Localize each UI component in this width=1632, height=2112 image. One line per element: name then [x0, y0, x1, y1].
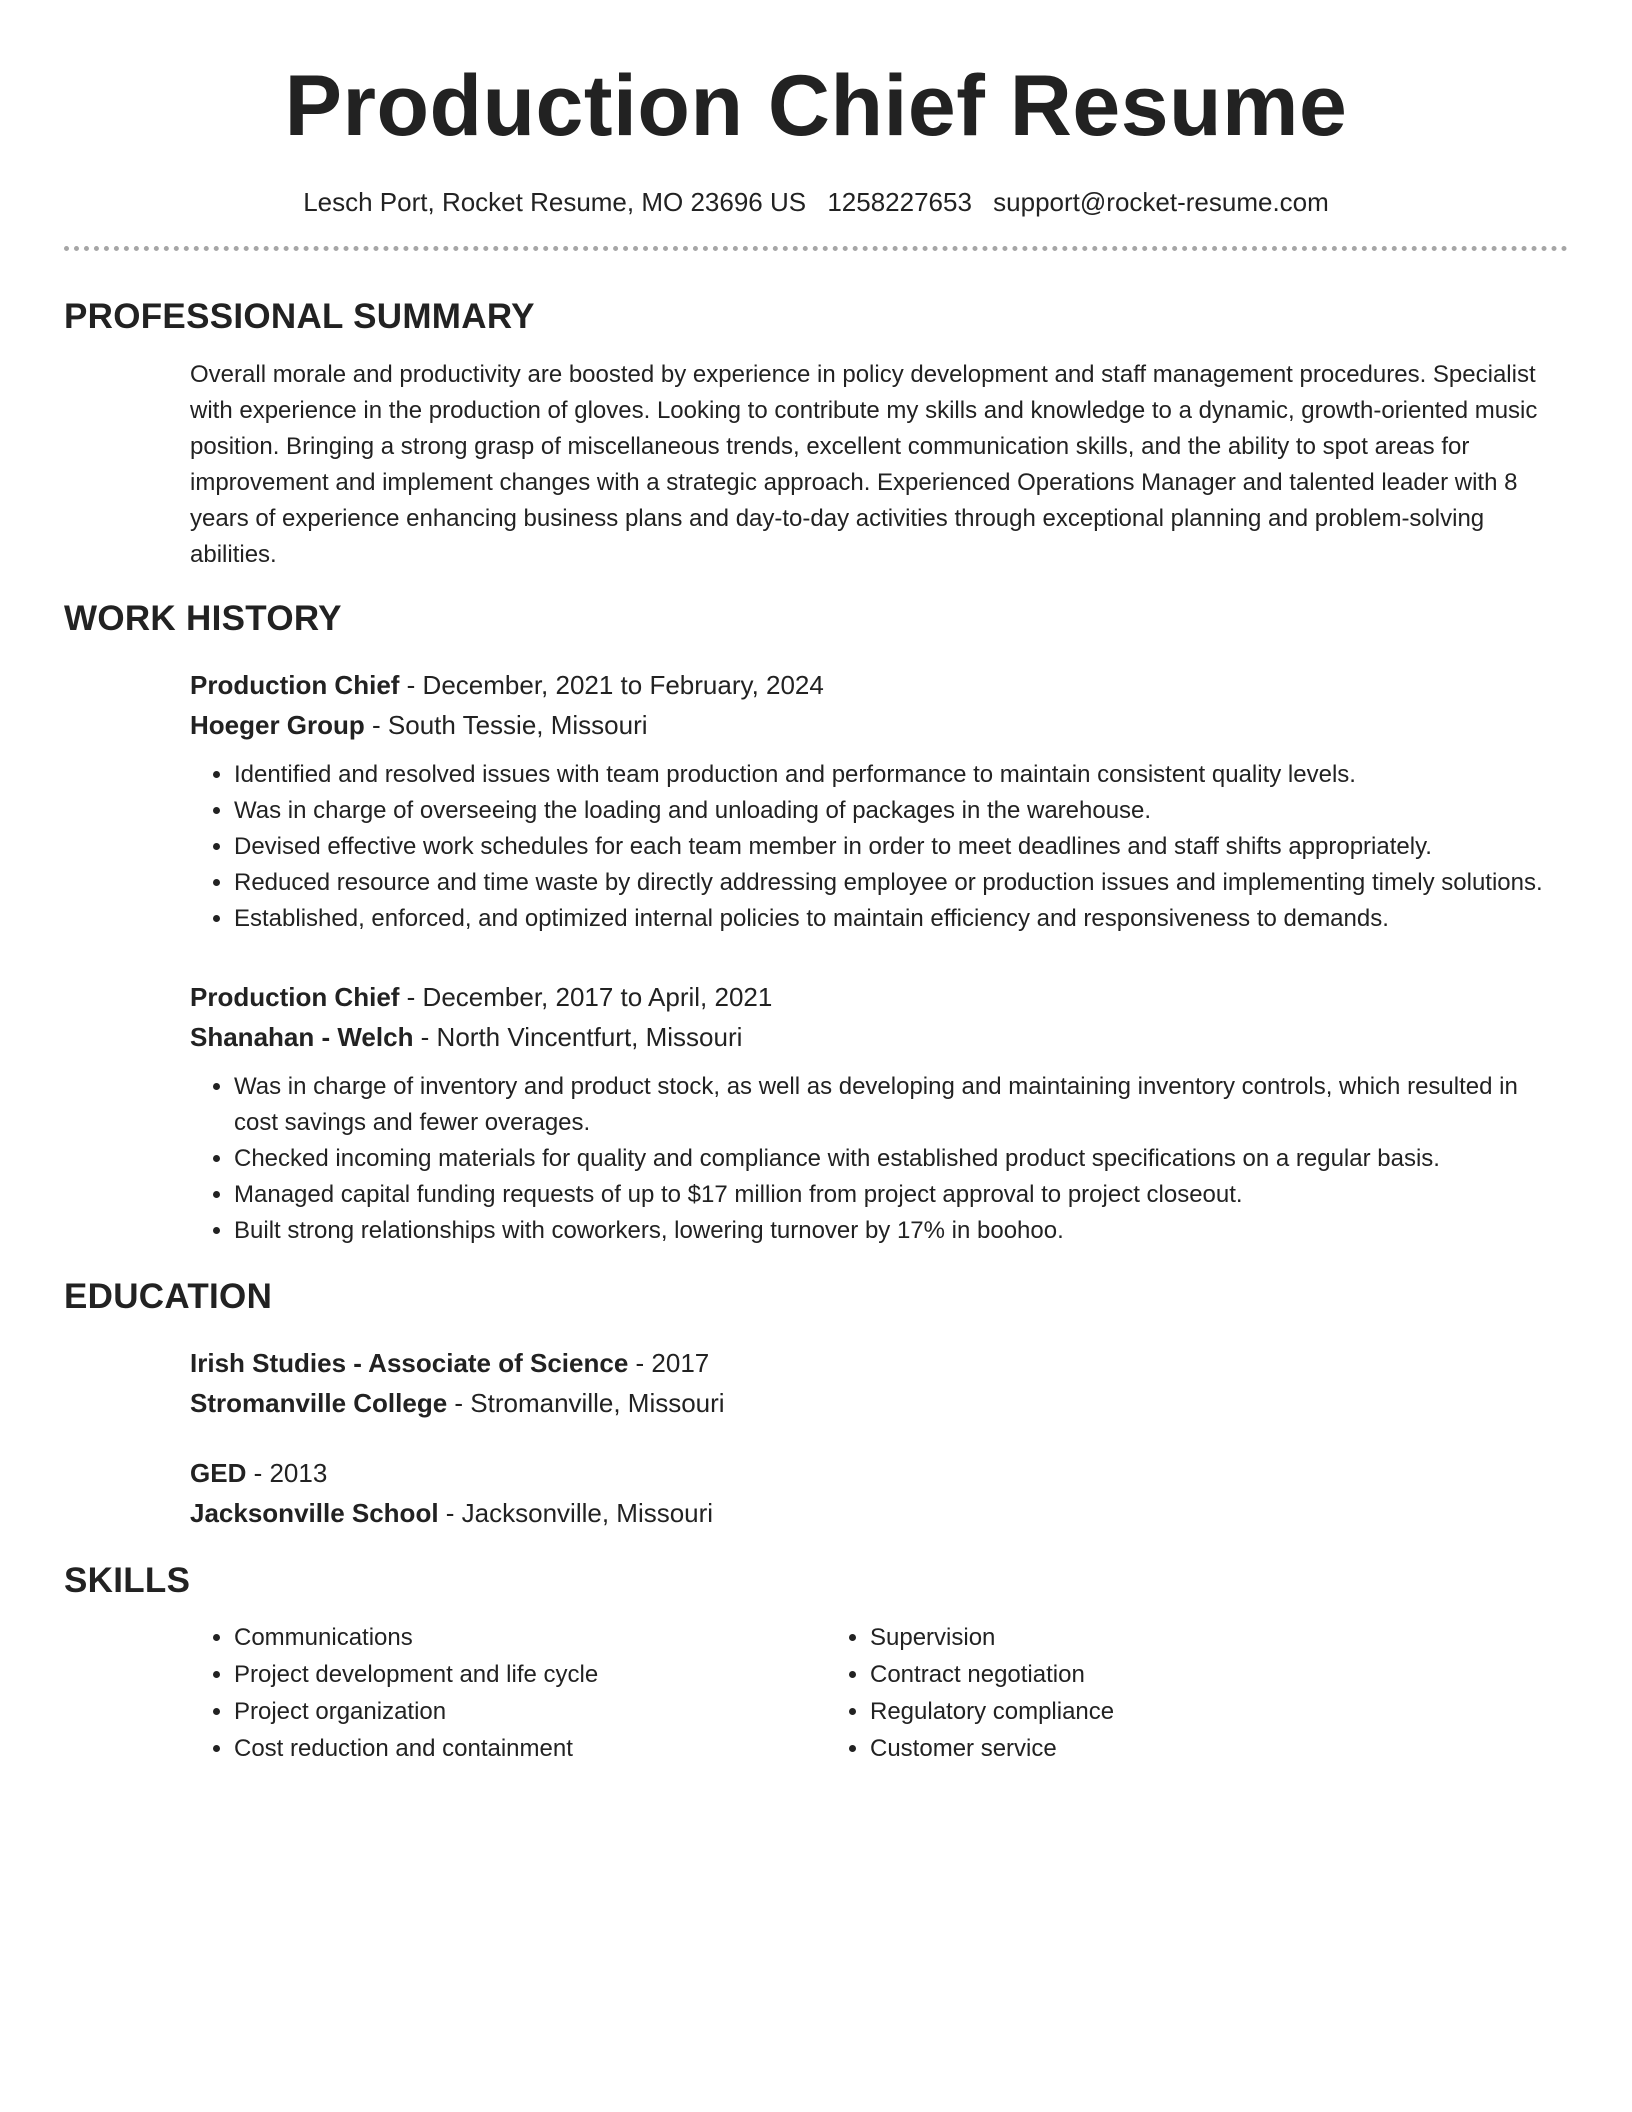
list-item: • Built strong relationships with coworkers, lowering turnover by 17% in boohoo.	[234, 1213, 1568, 1249]
school-name: Stromanville College	[190, 1388, 448, 1418]
list-item: • Devised effective work schedules for each team member in order to meet deadlines and staff shifts appropriately.	[234, 829, 1568, 865]
job-title-line	[190, 977, 1568, 1017]
job-title-line	[190, 665, 1568, 705]
list-item: • Supervision	[870, 1619, 1462, 1656]
job-bullets	[190, 1069, 1568, 1249]
resume-header	[64, 0, 1568, 251]
job-location: - North Vincentfurt, Missouri	[413, 1022, 743, 1052]
list-item: • Was in charge of overseeing the loading and unloading of packages in the warehouse.	[234, 793, 1568, 829]
school-location: - Jacksonville, Missouri	[438, 1498, 714, 1528]
education-entry	[190, 1453, 1568, 1533]
education-entry	[190, 1343, 1568, 1423]
list-item: • Reduced resource and time waste by directly addressing employee or production issues and implementing timely solutions.	[234, 865, 1568, 901]
degree-name: GED	[190, 1458, 247, 1488]
list-item: • Checked incoming materials for quality and compliance with established product specifications on a regular basis.	[234, 1141, 1568, 1177]
list-item: • Customer service	[870, 1730, 1462, 1767]
school-location: - Stromanville, Missouri	[447, 1388, 725, 1418]
header-divider	[64, 246, 1568, 251]
job-dates: - December, 2017 to April, 2021	[399, 982, 773, 1012]
degree-year: - 2013	[246, 1458, 328, 1488]
school-line	[190, 1493, 1568, 1533]
job-company: Hoeger Group	[190, 710, 365, 740]
degree-line	[190, 1343, 1568, 1383]
work-history-section	[64, 597, 1568, 1249]
degree-name: Irish Studies - Associate of Science	[190, 1348, 629, 1378]
list-item: • Project development and life cycle	[234, 1656, 826, 1693]
job-location: - South Tessie, Missouri	[364, 710, 648, 740]
skills-column-right	[826, 1619, 1462, 1767]
job-title: Production Chief	[190, 982, 400, 1012]
education-section	[64, 1275, 1568, 1533]
skills-section	[64, 1559, 1568, 1767]
list-item: • Identified and resolved issues with team production and performance to maintain consistent quality levels.	[234, 757, 1568, 793]
list-item: • Regulatory compliance	[870, 1693, 1462, 1730]
summary-heading: PROFESSIONAL SUMMARY	[64, 297, 535, 336]
skills-heading: SKILLS	[64, 1561, 191, 1600]
resume-title: Production Chief Resume	[284, 58, 1348, 154]
skills-column-left	[190, 1619, 826, 1767]
list-item: • Contract negotiation	[870, 1656, 1462, 1693]
job-entry	[190, 977, 1568, 1249]
list-item: • Was in charge of inventory and product stock, as well as developing and maintaining inventory controls, which resulted in cost savings and fewer overages.	[234, 1069, 1568, 1141]
work-history-heading: WORK HISTORY	[64, 599, 342, 638]
degree-line	[190, 1453, 1568, 1493]
contact-line	[64, 184, 1568, 220]
contact-phone: 1258227653	[827, 187, 972, 217]
summary-text: Overall morale and productivity are boosted by experience in policy development and staff management procedures. Specialist with experience in the production of gloves. Looking to contribute my skills and knowledge to a dynamic, growth-oriented music position. Bringing a strong grasp of miscellaneous trends, excellent communication skills, and the ability to spot areas for improvement and implement changes with a strategic approach. Experienced Operations Manager and talented leader with 8 years of experience enhancing business plans and day-to-day activities through exceptional planning and problem-solving abilities.	[190, 361, 1538, 568]
education-heading: EDUCATION	[64, 1277, 273, 1316]
list-item: • Communications	[234, 1619, 826, 1656]
job-entry	[190, 665, 1568, 937]
job-company: Shanahan - Welch	[190, 1022, 414, 1052]
list-item: • Cost reduction and containment	[234, 1730, 826, 1767]
list-item: • Managed capital funding requests of up to $17 million from project approval to project closeout.	[234, 1177, 1568, 1213]
job-dates: - December, 2021 to February, 2024	[399, 670, 824, 700]
job-company-line	[190, 1017, 1568, 1057]
contact-address: Lesch Port, Rocket Resume, MO 23696 US	[303, 187, 807, 217]
job-title: Production Chief	[190, 670, 400, 700]
skills-grid	[190, 1619, 1568, 1767]
list-item: • Project organization	[234, 1693, 826, 1730]
contact-email: support@rocket-resume.com	[993, 187, 1329, 217]
school-line	[190, 1383, 1568, 1423]
list-item: • Established, enforced, and optimized internal policies to maintain efficiency and responsiveness to demands.	[234, 901, 1568, 937]
school-name: Jacksonville School	[190, 1498, 439, 1528]
job-bullets	[190, 757, 1568, 937]
degree-year: - 2017	[628, 1348, 710, 1378]
summary-section	[64, 295, 1568, 573]
job-company-line	[190, 705, 1568, 745]
